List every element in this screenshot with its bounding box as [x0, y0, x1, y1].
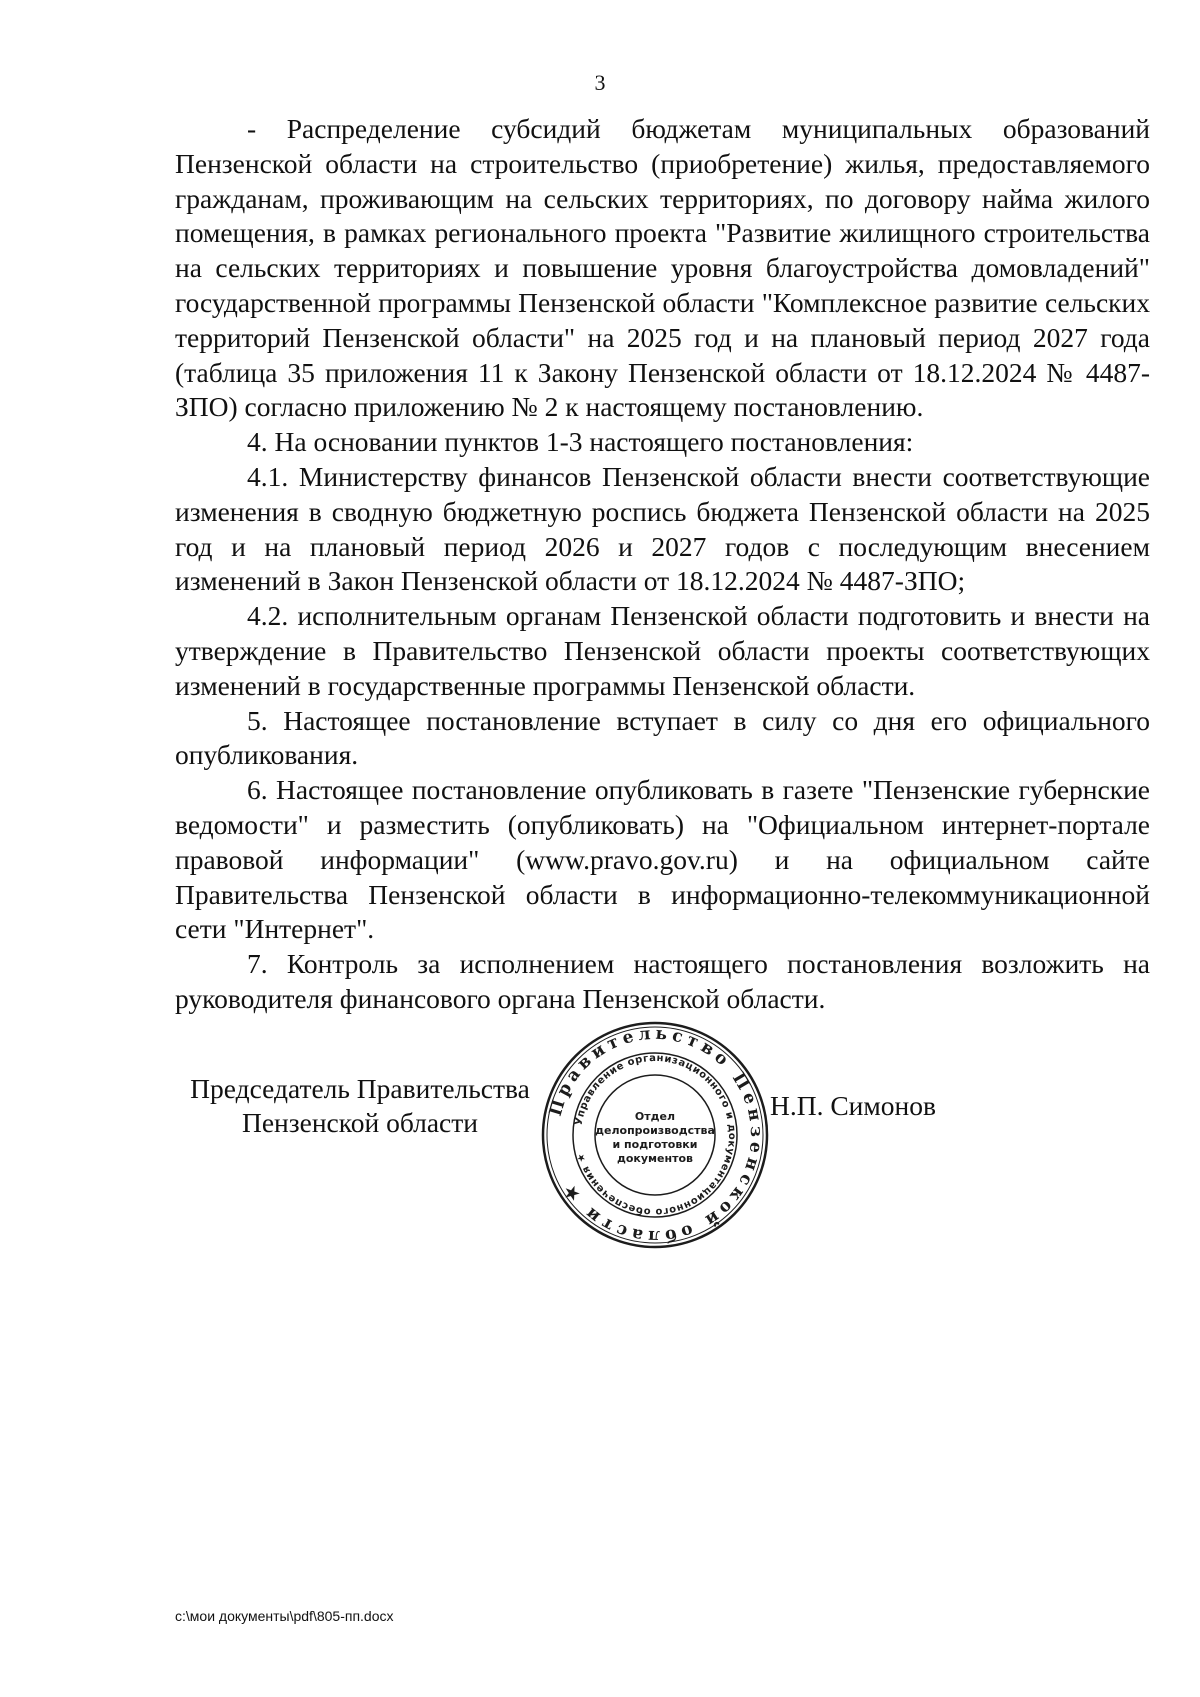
svg-text:и подготовки: и подготовки	[612, 1138, 698, 1151]
paragraph-item-7: 7. Контроль за исполнением настоящего постановления возложить на руководителя финансового органа Пензенской области.	[175, 948, 1150, 1014]
svg-text:Правительство Пензенской облас: Правительство Пензенской области ★	[545, 1023, 767, 1247]
official-seal-stamp	[540, 1020, 770, 1250]
paragraph-item-5: 5. Настоящее постановление вступает в силу со дня его официального опубликования.	[175, 704, 1150, 771]
svg-text:документов: документов	[616, 1152, 694, 1165]
paragraph-item-4-1: 4.1. Министерству финансов Пензенской области внести соответствующие изменения в сводную бюджетную роспись бюджета Пензенской области на 2025 год и на плановый период 2026 и 2027 годов с последующим внесением изменений в Закон Пензенской области от 18.12.2024 № 4487-ЗПО;	[175, 460, 1150, 597]
signatory-position-line-2: Пензенской области	[241, 1107, 478, 1138]
svg-text:Отдел: Отдел	[634, 1110, 676, 1123]
paragraph-item-4-2: 4.2. исполнительным органам Пензенской области подготовить и внести на утверждение в Правительство Пензенской области проекты соответствующих изменений в государственные программы Пензенской области.	[175, 600, 1150, 701]
paragraph-item-6: 6. Настоящее постановление опубликовать в газете "Пензенские губернские ведомости" и разместить (опубликовать) на "Официальном интернет-портале правовой информации" (www.pravo.gov.ru) и на официальном сайте Правительства Пензенской области в информационно-телекоммуникационной сети "Интернет".	[175, 774, 1150, 945]
signatory-name: Н.П. Симонов	[770, 1090, 937, 1121]
seal-graphic	[543, 1023, 767, 1247]
signatory-position	[180, 1072, 540, 1140]
footer-file-path: c:\мои документы\pdf\805-пп.docx	[175, 1608, 394, 1624]
page-number: 3	[594, 70, 606, 95]
signatory-position-line-1: Председатель Правительства	[190, 1073, 530, 1104]
svg-text:делопроизводства: делопроизводства	[595, 1124, 715, 1137]
paragraph-item-4: 4. На основании пунктов 1-3 настоящего постановления:	[247, 426, 914, 458]
svg-text:Управление организационного и: Управление организационного и документационного обеспечения ★	[573, 1052, 738, 1218]
paragraph-subsidy-distribution: - Распределение субсидий бюджетам муниципальных образований Пензенской области на строительство (приобретение) жилья, предоставляемого гражданам, проживающим на сельских территориях, по договору найма жилого помещения, в рамках регионального проекта "Развитие жилищного строительства на сельских территориях и повышение уровня благоустройства домовладений" государственной программы Пензенской области "Комплексное развитие сельских территорий Пензенской области" на 2025 год и на плановый период 2027 года (таблица 35 приложения 11 к Закону Пензенской области от 18.12.2024 № 4487-ЗПО) согласно приложению № 2 к настоящему постановлению.	[175, 113, 1150, 423]
document-body	[175, 112, 1150, 1017]
